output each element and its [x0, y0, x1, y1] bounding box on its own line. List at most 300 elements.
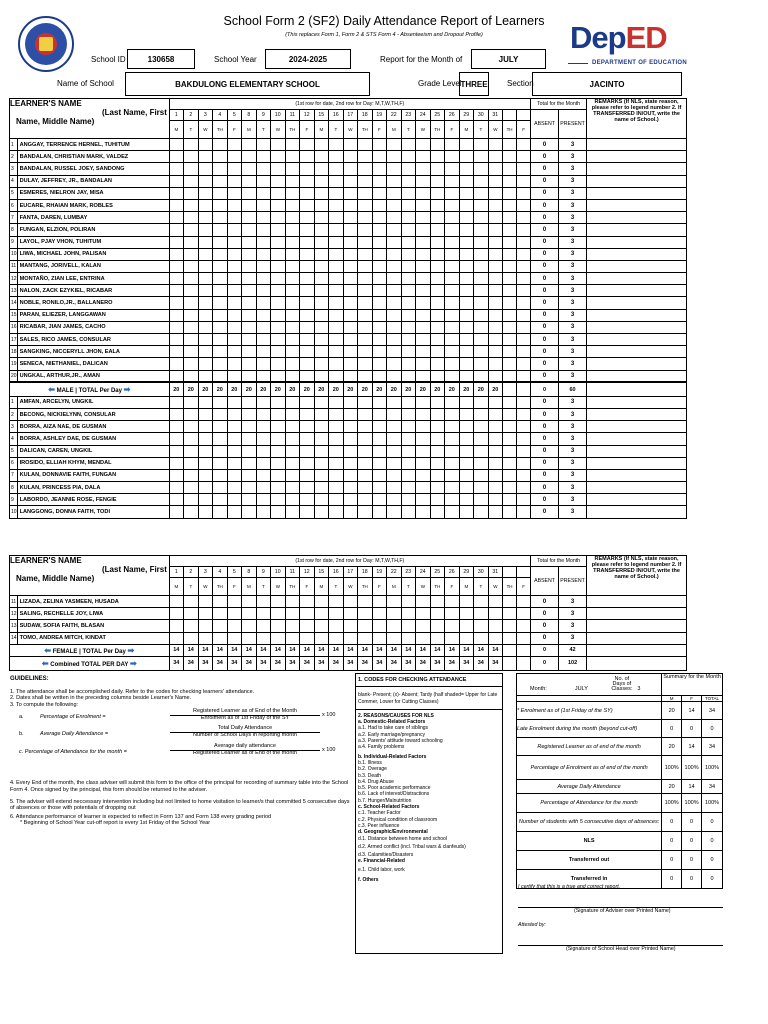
attendance-mark-cell[interactable]	[401, 187, 416, 199]
attendance-mark-cell[interactable]	[488, 620, 503, 632]
attendance-mark-cell[interactable]	[271, 457, 286, 469]
attendance-mark-cell[interactable]	[198, 494, 213, 506]
attendance-mark-cell[interactable]	[488, 596, 503, 608]
attendance-mark-cell[interactable]	[329, 408, 344, 420]
attendance-mark-cell[interactable]	[372, 334, 387, 346]
remarks-cell[interactable]	[587, 309, 687, 321]
attendance-mark-cell[interactable]	[372, 596, 387, 608]
attendance-mark-cell[interactable]	[459, 260, 474, 272]
attendance-mark-cell[interactable]	[256, 224, 271, 236]
attendance-mark-cell[interactable]	[271, 334, 286, 346]
attendance-mark-cell[interactable]	[416, 608, 431, 620]
attendance-mark-cell[interactable]	[445, 321, 460, 333]
attendance-mark-cell[interactable]	[517, 494, 531, 506]
attendance-mark-cell[interactable]	[358, 433, 373, 445]
attendance-mark-cell[interactable]	[343, 151, 358, 163]
attendance-mark-cell[interactable]	[198, 297, 213, 309]
attendance-mark-cell[interactable]	[271, 236, 286, 248]
attendance-mark-cell[interactable]	[184, 199, 199, 211]
attendance-mark-cell[interactable]	[242, 212, 257, 224]
attendance-mark-cell[interactable]	[271, 248, 286, 260]
attendance-mark-cell[interactable]	[242, 346, 257, 358]
attendance-mark-cell[interactable]	[387, 321, 402, 333]
attendance-mark-cell[interactable]	[474, 297, 489, 309]
attendance-mark-cell[interactable]	[256, 309, 271, 321]
remarks-cell[interactable]	[587, 370, 687, 382]
attendance-mark-cell[interactable]	[169, 212, 184, 224]
attendance-mark-cell[interactable]	[358, 445, 373, 457]
attendance-mark-cell[interactable]	[329, 151, 344, 163]
attendance-mark-cell[interactable]	[372, 224, 387, 236]
attendance-mark-cell[interactable]	[445, 506, 460, 518]
attendance-mark-cell[interactable]	[184, 334, 199, 346]
attendance-mark-cell[interactable]	[271, 175, 286, 187]
attendance-mark-cell[interactable]	[488, 297, 503, 309]
attendance-mark-cell[interactable]	[271, 396, 286, 408]
attendance-mark-cell[interactable]	[343, 309, 358, 321]
attendance-mark-cell[interactable]	[213, 445, 228, 457]
attendance-mark-cell[interactable]	[401, 199, 416, 211]
attendance-mark-cell[interactable]	[343, 175, 358, 187]
attendance-mark-cell[interactable]	[401, 506, 416, 518]
attendance-mark-cell[interactable]	[488, 370, 503, 382]
attendance-mark-cell[interactable]	[271, 608, 286, 620]
attendance-mark-cell[interactable]	[445, 421, 460, 433]
remarks-cell[interactable]	[587, 285, 687, 297]
attendance-mark-cell[interactable]	[430, 596, 445, 608]
attendance-mark-cell[interactable]	[300, 482, 315, 494]
attendance-mark-cell[interactable]	[300, 408, 315, 420]
attendance-mark-cell[interactable]	[358, 151, 373, 163]
attendance-mark-cell[interactable]	[430, 482, 445, 494]
attendance-mark-cell[interactable]	[459, 346, 474, 358]
attendance-mark-cell[interactable]	[517, 596, 531, 608]
attendance-mark-cell[interactable]	[169, 199, 184, 211]
attendance-mark-cell[interactable]	[300, 224, 315, 236]
attendance-mark-cell[interactable]	[459, 421, 474, 433]
remarks-cell[interactable]	[587, 212, 687, 224]
attendance-mark-cell[interactable]	[416, 421, 431, 433]
attendance-mark-cell[interactable]	[184, 469, 199, 481]
attendance-mark-cell[interactable]	[169, 632, 184, 644]
attendance-mark-cell[interactable]	[256, 482, 271, 494]
attendance-mark-cell[interactable]	[358, 620, 373, 632]
attendance-mark-cell[interactable]	[387, 163, 402, 175]
attendance-mark-cell[interactable]	[474, 236, 489, 248]
attendance-mark-cell[interactable]	[256, 596, 271, 608]
attendance-mark-cell[interactable]	[430, 309, 445, 321]
report-month-field[interactable]: JULY	[471, 49, 546, 69]
attendance-mark-cell[interactable]	[329, 212, 344, 224]
attendance-mark-cell[interactable]	[517, 199, 531, 211]
attendance-mark-cell[interactable]	[227, 457, 242, 469]
attendance-mark-cell[interactable]	[227, 469, 242, 481]
attendance-mark-cell[interactable]	[285, 236, 300, 248]
attendance-mark-cell[interactable]	[445, 370, 460, 382]
attendance-mark-cell[interactable]	[503, 433, 517, 445]
attendance-mark-cell[interactable]	[184, 321, 199, 333]
attendance-mark-cell[interactable]	[445, 151, 460, 163]
attendance-mark-cell[interactable]	[329, 421, 344, 433]
attendance-mark-cell[interactable]	[198, 408, 213, 420]
attendance-mark-cell[interactable]	[401, 370, 416, 382]
attendance-mark-cell[interactable]	[488, 285, 503, 297]
attendance-mark-cell[interactable]	[198, 482, 213, 494]
attendance-mark-cell[interactable]	[169, 273, 184, 285]
attendance-mark-cell[interactable]	[488, 482, 503, 494]
attendance-mark-cell[interactable]	[430, 248, 445, 260]
attendance-mark-cell[interactable]	[401, 433, 416, 445]
attendance-mark-cell[interactable]	[430, 408, 445, 420]
attendance-mark-cell[interactable]	[271, 506, 286, 518]
attendance-mark-cell[interactable]	[300, 199, 315, 211]
attendance-mark-cell[interactable]	[227, 285, 242, 297]
attendance-mark-cell[interactable]	[401, 346, 416, 358]
attendance-mark-cell[interactable]	[387, 433, 402, 445]
attendance-mark-cell[interactable]	[430, 334, 445, 346]
attendance-mark-cell[interactable]	[503, 260, 517, 272]
attendance-mark-cell[interactable]	[242, 408, 257, 420]
attendance-mark-cell[interactable]	[358, 408, 373, 420]
attendance-mark-cell[interactable]	[387, 309, 402, 321]
attendance-mark-cell[interactable]	[256, 433, 271, 445]
attendance-mark-cell[interactable]	[169, 358, 184, 370]
attendance-mark-cell[interactable]	[198, 199, 213, 211]
attendance-mark-cell[interactable]	[474, 346, 489, 358]
attendance-mark-cell[interactable]	[285, 482, 300, 494]
attendance-mark-cell[interactable]	[343, 358, 358, 370]
attendance-mark-cell[interactable]	[517, 469, 531, 481]
attendance-mark-cell[interactable]	[198, 469, 213, 481]
attendance-mark-cell[interactable]	[227, 297, 242, 309]
attendance-mark-cell[interactable]	[474, 224, 489, 236]
attendance-mark-cell[interactable]	[474, 408, 489, 420]
attendance-mark-cell[interactable]	[517, 187, 531, 199]
attendance-mark-cell[interactable]	[184, 273, 199, 285]
attendance-mark-cell[interactable]	[169, 396, 184, 408]
attendance-mark-cell[interactable]	[474, 608, 489, 620]
attendance-mark-cell[interactable]	[445, 236, 460, 248]
attendance-mark-cell[interactable]	[430, 199, 445, 211]
attendance-mark-cell[interactable]	[459, 596, 474, 608]
attendance-mark-cell[interactable]	[227, 260, 242, 272]
attendance-mark-cell[interactable]	[358, 482, 373, 494]
attendance-mark-cell[interactable]	[343, 445, 358, 457]
attendance-mark-cell[interactable]	[445, 163, 460, 175]
attendance-mark-cell[interactable]	[329, 285, 344, 297]
attendance-mark-cell[interactable]	[314, 151, 329, 163]
attendance-mark-cell[interactable]	[459, 139, 474, 151]
attendance-mark-cell[interactable]	[517, 457, 531, 469]
attendance-mark-cell[interactable]	[459, 469, 474, 481]
attendance-mark-cell[interactable]	[445, 469, 460, 481]
attendance-mark-cell[interactable]	[300, 309, 315, 321]
attendance-mark-cell[interactable]	[430, 506, 445, 518]
attendance-mark-cell[interactable]	[358, 260, 373, 272]
attendance-mark-cell[interactable]	[430, 163, 445, 175]
attendance-mark-cell[interactable]	[445, 224, 460, 236]
remarks-cell[interactable]	[587, 408, 687, 420]
attendance-mark-cell[interactable]	[358, 273, 373, 285]
attendance-mark-cell[interactable]	[256, 445, 271, 457]
attendance-mark-cell[interactable]	[285, 620, 300, 632]
attendance-mark-cell[interactable]	[387, 506, 402, 518]
attendance-mark-cell[interactable]	[213, 260, 228, 272]
attendance-mark-cell[interactable]	[227, 506, 242, 518]
attendance-mark-cell[interactable]	[242, 309, 257, 321]
attendance-mark-cell[interactable]	[169, 163, 184, 175]
attendance-mark-cell[interactable]	[184, 457, 199, 469]
attendance-mark-cell[interactable]	[198, 396, 213, 408]
attendance-mark-cell[interactable]	[517, 396, 531, 408]
attendance-mark-cell[interactable]	[213, 163, 228, 175]
attendance-mark-cell[interactable]	[184, 632, 199, 644]
attendance-mark-cell[interactable]	[474, 163, 489, 175]
attendance-mark-cell[interactable]	[372, 139, 387, 151]
school-year-field[interactable]: 2024-2025	[265, 49, 351, 69]
attendance-mark-cell[interactable]	[329, 506, 344, 518]
attendance-mark-cell[interactable]	[169, 334, 184, 346]
attendance-mark-cell[interactable]	[372, 175, 387, 187]
attendance-mark-cell[interactable]	[198, 358, 213, 370]
attendance-mark-cell[interactable]	[329, 457, 344, 469]
attendance-mark-cell[interactable]	[169, 139, 184, 151]
attendance-mark-cell[interactable]	[184, 285, 199, 297]
attendance-mark-cell[interactable]	[314, 358, 329, 370]
attendance-mark-cell[interactable]	[401, 297, 416, 309]
attendance-mark-cell[interactable]	[387, 370, 402, 382]
attendance-mark-cell[interactable]	[474, 248, 489, 260]
attendance-mark-cell[interactable]	[329, 370, 344, 382]
attendance-mark-cell[interactable]	[503, 596, 517, 608]
attendance-mark-cell[interactable]	[358, 175, 373, 187]
attendance-mark-cell[interactable]	[401, 163, 416, 175]
attendance-mark-cell[interactable]	[242, 248, 257, 260]
attendance-mark-cell[interactable]	[198, 187, 213, 199]
attendance-mark-cell[interactable]	[416, 236, 431, 248]
attendance-mark-cell[interactable]	[242, 370, 257, 382]
attendance-mark-cell[interactable]	[445, 433, 460, 445]
attendance-mark-cell[interactable]	[459, 482, 474, 494]
remarks-cell[interactable]	[587, 457, 687, 469]
attendance-mark-cell[interactable]	[474, 370, 489, 382]
attendance-mark-cell[interactable]	[488, 273, 503, 285]
attendance-mark-cell[interactable]	[372, 199, 387, 211]
attendance-mark-cell[interactable]	[271, 620, 286, 632]
attendance-mark-cell[interactable]	[256, 163, 271, 175]
attendance-mark-cell[interactable]	[271, 346, 286, 358]
attendance-mark-cell[interactable]	[517, 445, 531, 457]
attendance-mark-cell[interactable]	[445, 445, 460, 457]
attendance-mark-cell[interactable]	[314, 469, 329, 481]
attendance-mark-cell[interactable]	[358, 358, 373, 370]
attendance-mark-cell[interactable]	[256, 297, 271, 309]
attendance-mark-cell[interactable]	[285, 632, 300, 644]
attendance-mark-cell[interactable]	[213, 212, 228, 224]
attendance-mark-cell[interactable]	[358, 421, 373, 433]
attendance-mark-cell[interactable]	[343, 632, 358, 644]
grade-level-field[interactable]: THREE	[459, 72, 489, 96]
attendance-mark-cell[interactable]	[401, 139, 416, 151]
attendance-mark-cell[interactable]	[503, 187, 517, 199]
attendance-mark-cell[interactable]	[430, 358, 445, 370]
attendance-mark-cell[interactable]	[459, 236, 474, 248]
attendance-mark-cell[interactable]	[387, 139, 402, 151]
attendance-mark-cell[interactable]	[285, 321, 300, 333]
attendance-mark-cell[interactable]	[372, 445, 387, 457]
remarks-cell[interactable]	[587, 632, 687, 644]
attendance-mark-cell[interactable]	[314, 632, 329, 644]
attendance-mark-cell[interactable]	[256, 457, 271, 469]
attendance-mark-cell[interactable]	[343, 469, 358, 481]
attendance-mark-cell[interactable]	[459, 309, 474, 321]
attendance-mark-cell[interactable]	[242, 469, 257, 481]
attendance-mark-cell[interactable]	[213, 187, 228, 199]
attendance-mark-cell[interactable]	[256, 632, 271, 644]
attendance-mark-cell[interactable]	[488, 321, 503, 333]
attendance-mark-cell[interactable]	[445, 187, 460, 199]
attendance-mark-cell[interactable]	[184, 248, 199, 260]
attendance-mark-cell[interactable]	[314, 273, 329, 285]
attendance-mark-cell[interactable]	[488, 608, 503, 620]
attendance-mark-cell[interactable]	[343, 620, 358, 632]
remarks-cell[interactable]	[587, 236, 687, 248]
attendance-mark-cell[interactable]	[213, 358, 228, 370]
attendance-mark-cell[interactable]	[285, 285, 300, 297]
remarks-cell[interactable]	[587, 248, 687, 260]
attendance-mark-cell[interactable]	[242, 396, 257, 408]
attendance-mark-cell[interactable]	[358, 608, 373, 620]
attendance-mark-cell[interactable]	[401, 260, 416, 272]
attendance-mark-cell[interactable]	[300, 608, 315, 620]
attendance-mark-cell[interactable]	[314, 494, 329, 506]
attendance-mark-cell[interactable]	[474, 309, 489, 321]
attendance-mark-cell[interactable]	[184, 309, 199, 321]
attendance-mark-cell[interactable]	[401, 334, 416, 346]
attendance-mark-cell[interactable]	[459, 506, 474, 518]
remarks-cell[interactable]	[587, 620, 687, 632]
attendance-mark-cell[interactable]	[198, 285, 213, 297]
remarks-cell[interactable]	[587, 482, 687, 494]
attendance-mark-cell[interactable]	[343, 139, 358, 151]
attendance-mark-cell[interactable]	[401, 285, 416, 297]
attendance-mark-cell[interactable]	[387, 224, 402, 236]
attendance-mark-cell[interactable]	[213, 370, 228, 382]
attendance-mark-cell[interactable]	[474, 457, 489, 469]
attendance-mark-cell[interactable]	[488, 421, 503, 433]
attendance-mark-cell[interactable]	[314, 482, 329, 494]
attendance-mark-cell[interactable]	[242, 321, 257, 333]
attendance-mark-cell[interactable]	[213, 506, 228, 518]
attendance-mark-cell[interactable]	[184, 596, 199, 608]
attendance-mark-cell[interactable]	[430, 608, 445, 620]
attendance-mark-cell[interactable]	[285, 421, 300, 433]
attendance-mark-cell[interactable]	[271, 370, 286, 382]
attendance-mark-cell[interactable]	[387, 236, 402, 248]
attendance-mark-cell[interactable]	[227, 445, 242, 457]
attendance-mark-cell[interactable]	[285, 212, 300, 224]
attendance-mark-cell[interactable]	[430, 421, 445, 433]
attendance-mark-cell[interactable]	[242, 199, 257, 211]
attendance-mark-cell[interactable]	[358, 321, 373, 333]
attendance-mark-cell[interactable]	[227, 421, 242, 433]
attendance-mark-cell[interactable]	[285, 469, 300, 481]
attendance-mark-cell[interactable]	[256, 334, 271, 346]
attendance-mark-cell[interactable]	[387, 297, 402, 309]
attendance-mark-cell[interactable]	[474, 358, 489, 370]
attendance-mark-cell[interactable]	[416, 151, 431, 163]
attendance-mark-cell[interactable]	[416, 139, 431, 151]
attendance-mark-cell[interactable]	[300, 596, 315, 608]
attendance-mark-cell[interactable]	[227, 596, 242, 608]
attendance-mark-cell[interactable]	[169, 596, 184, 608]
attendance-mark-cell[interactable]	[256, 187, 271, 199]
attendance-mark-cell[interactable]	[300, 212, 315, 224]
attendance-mark-cell[interactable]	[488, 199, 503, 211]
attendance-mark-cell[interactable]	[329, 248, 344, 260]
attendance-mark-cell[interactable]	[517, 163, 531, 175]
attendance-mark-cell[interactable]	[213, 482, 228, 494]
attendance-mark-cell[interactable]	[314, 457, 329, 469]
attendance-mark-cell[interactable]	[459, 285, 474, 297]
attendance-mark-cell[interactable]	[517, 608, 531, 620]
attendance-mark-cell[interactable]	[314, 175, 329, 187]
attendance-mark-cell[interactable]	[401, 608, 416, 620]
attendance-mark-cell[interactable]	[329, 596, 344, 608]
attendance-mark-cell[interactable]	[285, 187, 300, 199]
attendance-mark-cell[interactable]	[474, 494, 489, 506]
attendance-mark-cell[interactable]	[256, 408, 271, 420]
attendance-mark-cell[interactable]	[314, 297, 329, 309]
attendance-mark-cell[interactable]	[488, 139, 503, 151]
remarks-cell[interactable]	[587, 163, 687, 175]
attendance-mark-cell[interactable]	[387, 608, 402, 620]
attendance-mark-cell[interactable]	[488, 494, 503, 506]
attendance-mark-cell[interactable]	[358, 370, 373, 382]
attendance-mark-cell[interactable]	[314, 433, 329, 445]
remarks-cell[interactable]	[587, 596, 687, 608]
attendance-mark-cell[interactable]	[416, 370, 431, 382]
attendance-mark-cell[interactable]	[503, 139, 517, 151]
attendance-mark-cell[interactable]	[198, 433, 213, 445]
attendance-mark-cell[interactable]	[242, 236, 257, 248]
attendance-mark-cell[interactable]	[430, 469, 445, 481]
attendance-mark-cell[interactable]	[271, 632, 286, 644]
attendance-mark-cell[interactable]	[358, 163, 373, 175]
attendance-mark-cell[interactable]	[329, 273, 344, 285]
attendance-mark-cell[interactable]	[503, 248, 517, 260]
attendance-mark-cell[interactable]	[474, 433, 489, 445]
attendance-mark-cell[interactable]	[372, 620, 387, 632]
attendance-mark-cell[interactable]	[184, 187, 199, 199]
attendance-mark-cell[interactable]	[227, 370, 242, 382]
attendance-mark-cell[interactable]	[416, 297, 431, 309]
attendance-mark-cell[interactable]	[343, 421, 358, 433]
attendance-mark-cell[interactable]	[358, 199, 373, 211]
attendance-mark-cell[interactable]	[387, 469, 402, 481]
attendance-mark-cell[interactable]	[416, 199, 431, 211]
attendance-mark-cell[interactable]	[503, 163, 517, 175]
attendance-mark-cell[interactable]	[445, 309, 460, 321]
attendance-mark-cell[interactable]	[198, 334, 213, 346]
attendance-mark-cell[interactable]	[503, 358, 517, 370]
attendance-mark-cell[interactable]	[242, 421, 257, 433]
attendance-mark-cell[interactable]	[459, 175, 474, 187]
attendance-mark-cell[interactable]	[256, 346, 271, 358]
attendance-mark-cell[interactable]	[300, 334, 315, 346]
attendance-mark-cell[interactable]	[358, 494, 373, 506]
attendance-mark-cell[interactable]	[242, 358, 257, 370]
